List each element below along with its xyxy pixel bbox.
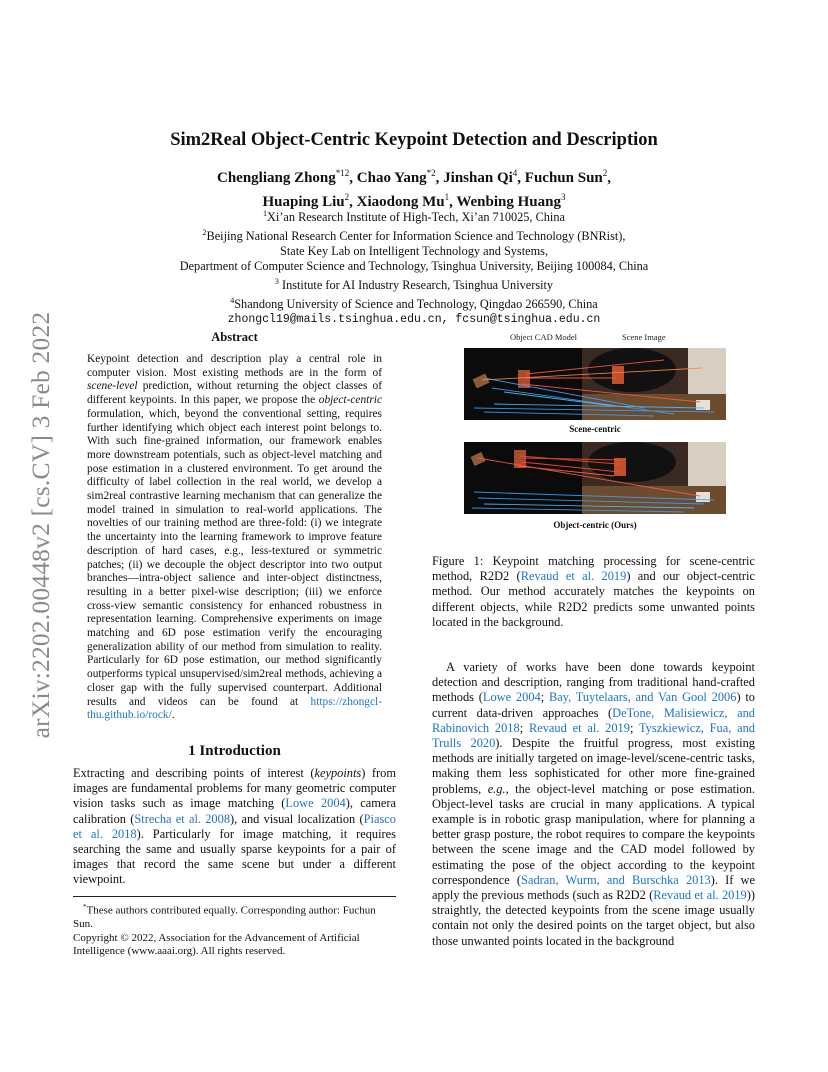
footnote: *These authors contributed equally. Corresponding author: Fuchun Sun. Copyright © 2022, Association for the Advancement of Artificial Intelligence (www.aaai.org). All rights reserved. <box>73 896 396 959</box>
citation-link[interactable]: Sadran, Wurm, and Burschka 2013 <box>521 872 711 887</box>
author-list: Chengliang Zhong$^{*12}$, Chao Yang$^{*2}$, Jinshan Qi$^4$, Fuchun Sun$^2$, Huaping Liu$^2$, Xiaodong Mu$^1$, Wenbing Huang$^3$ <box>216 168 612 210</box>
scene-centric-panel <box>464 348 726 420</box>
right-column <box>432 330 755 949</box>
citation-link[interactable]: Tyszkiewicz, Fua, and Trulls 2020 <box>432 720 755 751</box>
figure-label-cad: Object CAD Model <box>510 332 578 342</box>
citation-link[interactable]: Piasco et al. 2018 <box>73 811 396 841</box>
affiliations: $^1$Xi’an Research Institute of High-Tech, Xi’an 710025, China $^2$Beijing National Research Center for Information Science and Technology (BNRist), State Key Lab on Intelligent Technology and Systems, Department of Computer Science and Technology, Tsinghua University, Beijing 100084, China $^3$ Institute for AI Industry Research, Tsinghua University $^4$Shandong University of Science and Technology, Qingdao 266590, China zhongcl19@mails.tsinghua.edu.cn, fcsun@tsinghua.edu.cn <box>90 206 738 327</box>
copyright-notice: Copyright © 2022, Association for the Advancement of Artificial Intelligence (www.aaai.org). All rights reserved. <box>73 931 360 958</box>
figure-caption: Figure 1: Keypoint matching processing for scene-centric method, R2D2 (Revaud et al. 2019) and our object-centric method. Our method accurately matches the keypoints on different objects, while R2D2 predicts some unwanted points located in the background. <box>432 554 755 629</box>
figure-sublabel-scene-centric: Scene-centric <box>569 424 621 434</box>
citation-link[interactable]: Lowe 2004 <box>285 796 346 811</box>
intro-paragraph-2: A variety of works have been done towards keypoint detection and description, ranging from traditional hand-crafted methods (Lowe 2004; Bay, Tuytelaars, and Van Gool 2006) to current data-driven approaches (DeTone, Malisiewicz, and Rabinovich 2018; Revaud et al. 2019; Tyszkiewicz, Fua, and Trulls 2020). Despite the fruitful progress, most existing methods are initially targeted on image-level/scene-centric tasks, making them less sophisticated for other more fine-grained problems, e.g., the object-level matching or pose estimation. Object-level tasks are crucial in many applications. A typical example is in robotic grasp manipulation, where for planning a better grasp posture, the robot requires to compare the keypoints between the scene image and the CAD model followed by estimating the pose of the object according to the keypoint correspondence (Sadran, Wurm, and Burschka 2013). If we apply the previous methods (such as R2D2 (Revaud et al. 2019)) straightly, the detected keypoints from the scene image usually contain not only the desired points on the target object, but also those unwanted points located in the background <box>432 660 755 948</box>
citation-link[interactable]: Revaud et al. 2019 <box>653 888 747 903</box>
citation-link[interactable]: Revaud et al. 2019 <box>520 569 627 584</box>
intro-paragraph: Extracting and describing points of interest (keypoints) from images are fundamental problems for many geometric computer vision tasks such as image matching (Lowe 2004), camera calibration (Strecha et al. 2008), and visual localization (Piasco et al. 2018). Particularly for image matching, it requires searching the same and usually sparse keypoints for a pair of images that record the same scene but under a different viewpoint. <box>73 765 397 887</box>
citation-link[interactable]: Strecha et al. 2008 <box>134 811 231 826</box>
citation-link[interactable]: Lowe 2004 <box>482 690 541 705</box>
abstract-text: Keypoint detection and description play a central role in computer vision. Most existing methods are in the form of scene-level prediction, without returning the object classes of different keypoints. In this paper, we propose the object-centric formulation, which, beyond the conventional setting, requires further identifying which object each interest point belongs to. With such fine-grained information, our framework enables more downstream potentials, such as object-level matching and pose estimation in a clustered environment. To get around the difficulty of label collection in the real world, we develop a sim2real contrastive learning mechanism that can generalize the model trained in simulation to real-world applications. The novelties of our training method are three-fold: (i) we integrate the uncertainty into the learning framework to improve feature description of hard cases, e.g., less-textured or symmetric patches; (ii) we decouple the object descriptor into two output branches—intra-object salience and inter-object distinctness, resulting in a better pixel-wise description; (iii) we enforce cross-view semantic consistency for enhanced robustness in representation learning. Comprehensive experiments on image matching and 6D pose estimation verify the encouraging generalization ability of our method from simulation to reality. Particularly for 6D pose estimation, our method significantly outperforms typical unsupervised/sim2real methods, achieving a closer gap with the fully supervised counterpart. Additional results and videos can be found at https://zhongcl-thu.github.io/rock/. <box>87 353 382 722</box>
arxiv-identifier: arXiv:2202.00448v2 [cs.CV] 3 Feb 2022 <box>26 311 55 739</box>
abstract-heading: Abstract <box>211 330 258 344</box>
citation-link[interactable]: DeTone, Malisiewicz, and Rabinovich 2018 <box>432 705 755 735</box>
figure-sublabel-object-centric: Object-centric (Ours) <box>553 520 637 530</box>
project-link[interactable]: https://zhongcl-thu.github.io/rock/ <box>87 695 382 722</box>
author-emails: zhongcl19@mails.tsinghua.edu.cn, fcsun@tsinghua.edu.cn <box>227 313 601 327</box>
citation-link[interactable]: Bay, Tuytelaars, and Van Gool 2006 <box>548 690 737 705</box>
figure-1 <box>464 330 726 540</box>
intro-heading: 1 Introduction <box>188 742 281 759</box>
figure-label-scene: Scene Image <box>622 332 666 342</box>
object-centric-panel <box>464 442 726 514</box>
citation-link[interactable]: Revaud et al. 2019 <box>528 720 630 735</box>
left-column <box>73 330 396 888</box>
paper-title: Sim2Real Object-Centric Keypoint Detection and Description <box>170 130 658 150</box>
